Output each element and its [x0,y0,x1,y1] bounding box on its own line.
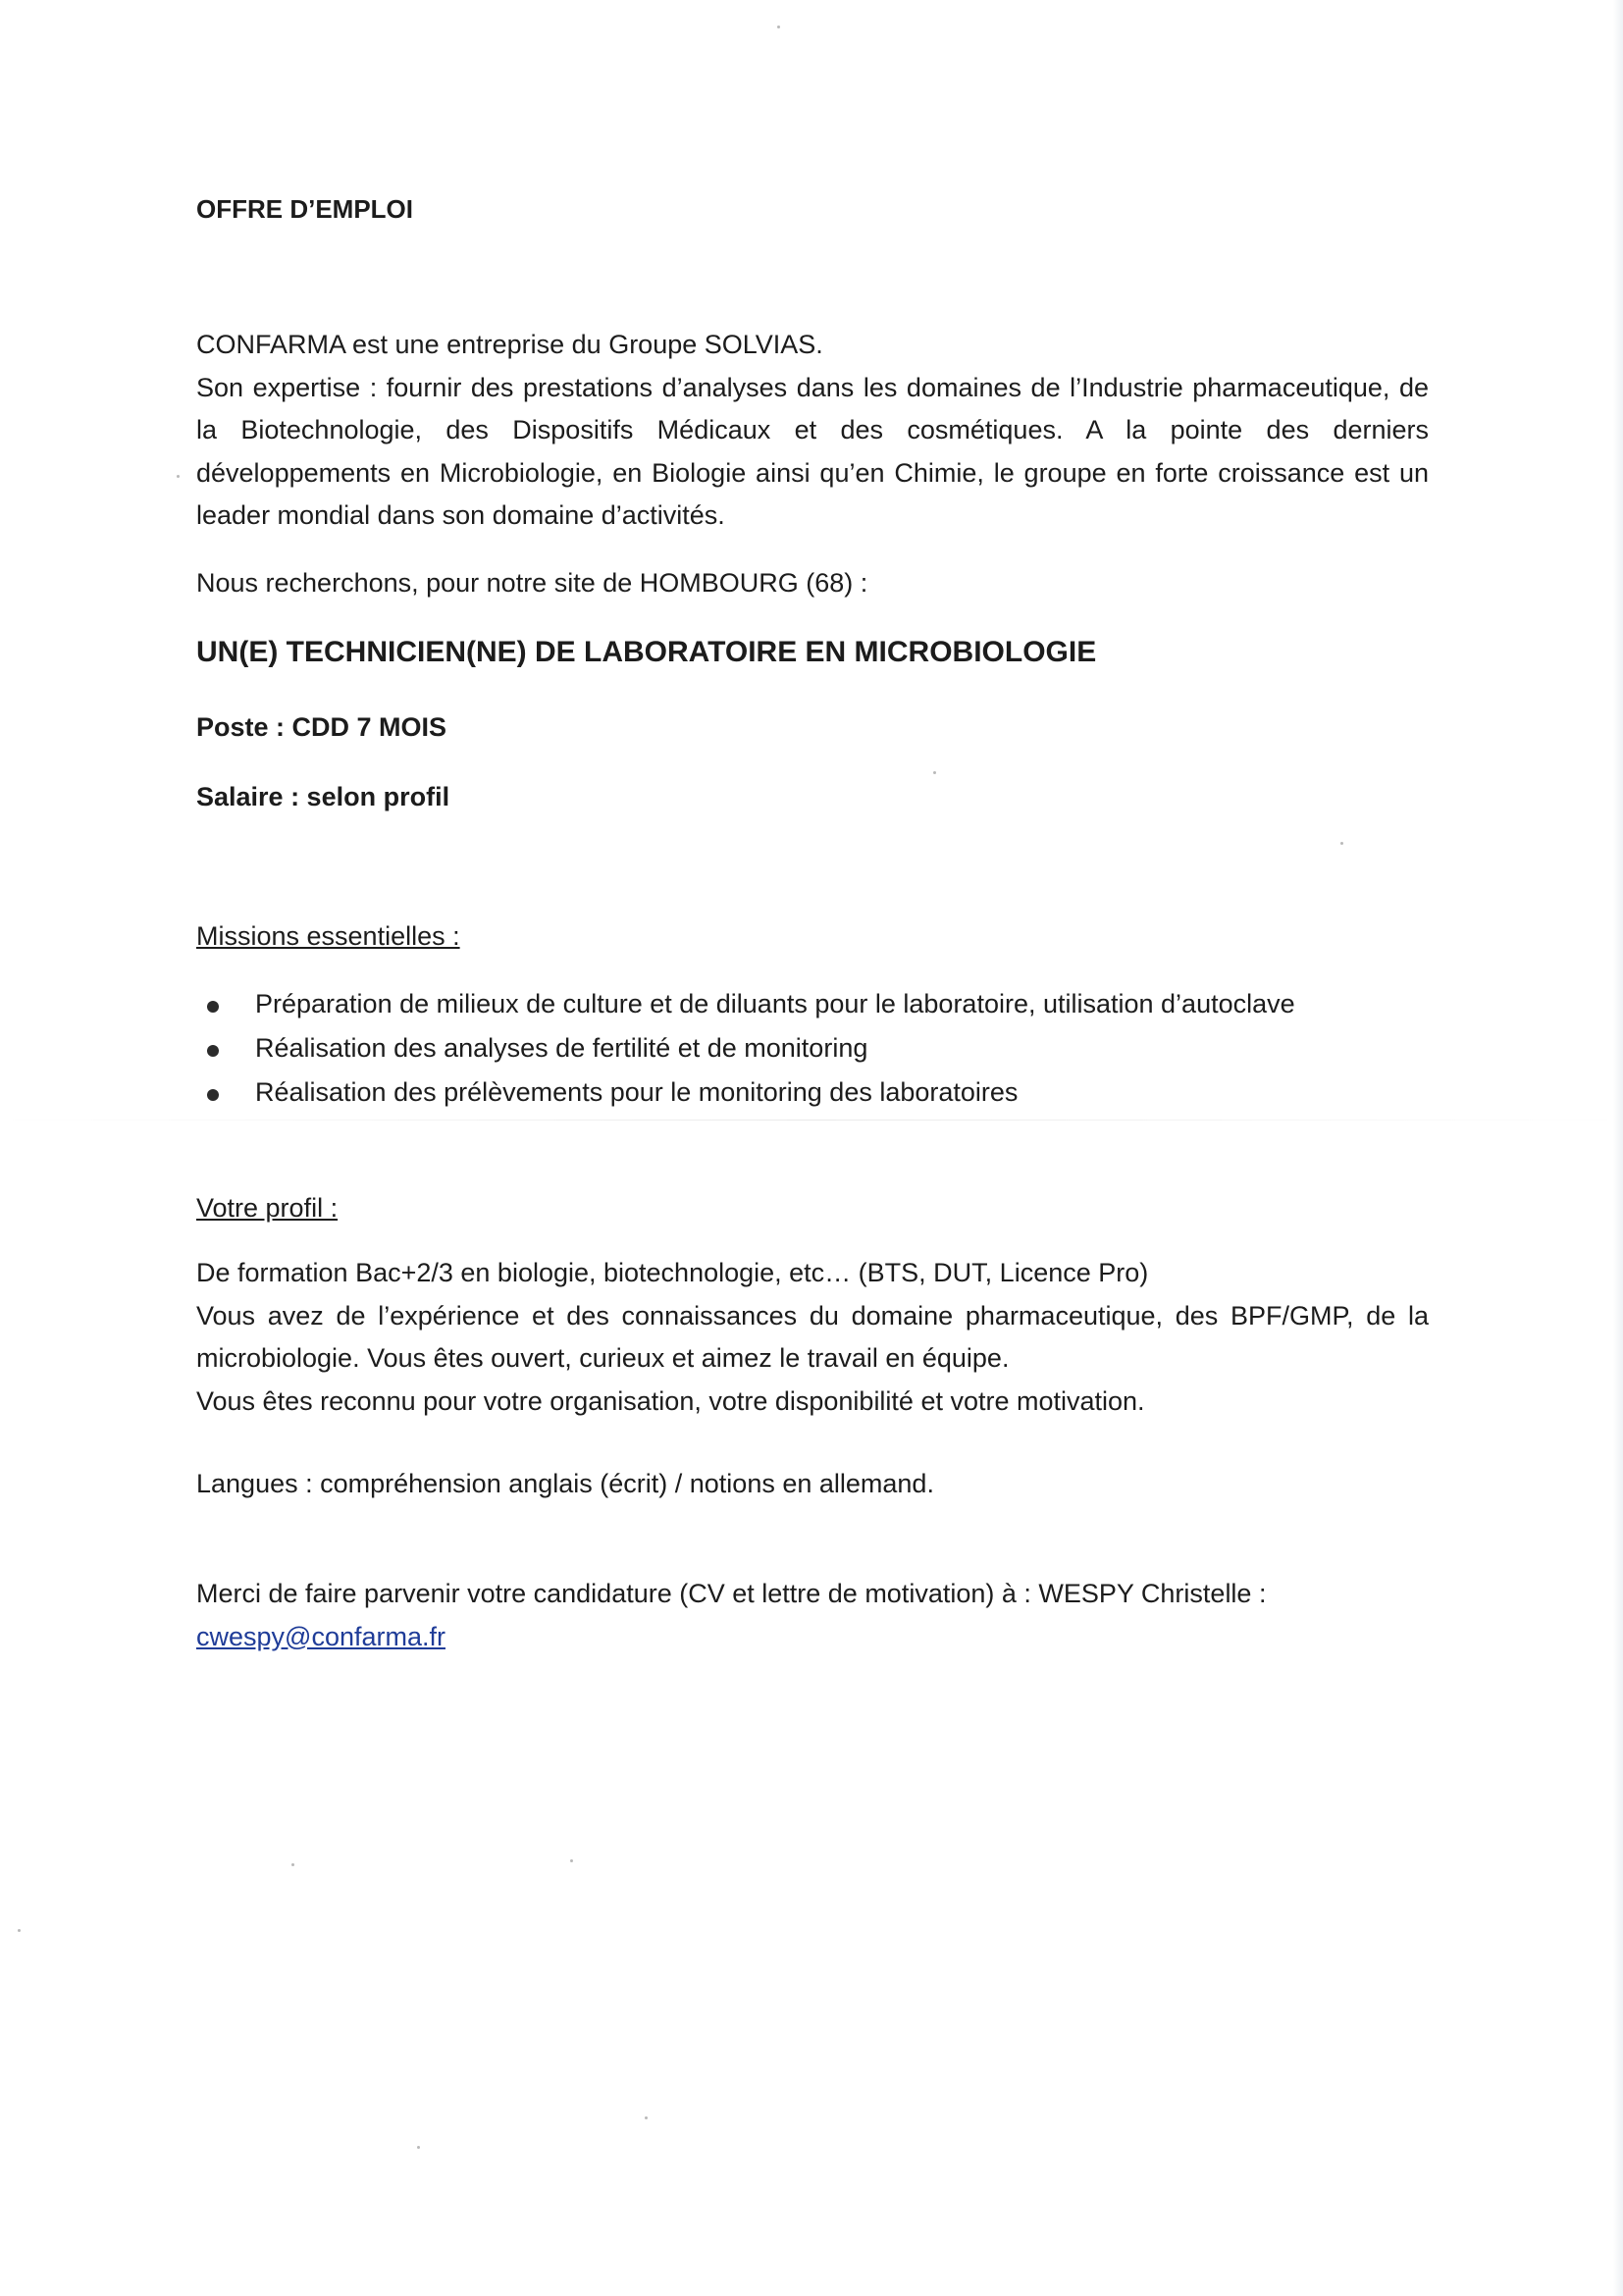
scan-speck [291,1863,294,1866]
scan-speck [777,26,780,28]
missions-list [196,987,1429,1120]
list-item [196,987,1429,1031]
salary-info: Salaire : selon profil [196,782,450,811]
profile-experience: Vous avez de l’expérience et des connaissances du domaine pharmaceutique, des BPF/GMP, de la microbiologie. Vous êtes ouvert, curieux et aimez le travail en équipe. [196,1300,1429,1373]
document-heading: OFFRE D’EMPLOI [196,194,413,224]
contact-paragraph [196,1573,1429,1658]
missions-heading: Missions essentielles : [196,921,460,951]
profile-education: De formation Bac+2/3 en biologie, biotechnologie, etc… (BTS, DUT, Licence Pro) [196,1258,1149,1287]
list-item [196,1031,1429,1075]
profile-qualities: Vous êtes reconnu pour votre organisation, votre disponibilité et votre motivation. [196,1385,1145,1416]
mission-text: Réalisation des prélèvements pour le monitoring des laboratoires [255,1077,1019,1107]
mission-text: Réalisation des analyses de fertilité et de monitoring [255,1033,868,1063]
search-statement: Nous recherchons, pour notre site de HOMBOURG (68) : [196,568,868,598]
page-edge-shadow [1613,0,1623,2296]
contract-type: Poste : CDD 7 MOIS [196,712,447,742]
languages-requirement: Langues : compréhension anglais (écrit) / notions en allemand. [196,1469,934,1498]
scan-speck [645,2116,648,2119]
job-title: UN(E) TECHNICIEN(NE) DE LABORATOIRE EN MICROBIOLOGIE [196,636,1097,668]
scan-speck [417,2146,420,2149]
scan-speck [18,1929,21,1932]
company-intro-paragraph [196,324,1429,538]
list-item [196,1075,1429,1120]
contact-email-link[interactable]: cwespy@confarma.fr [196,1621,445,1651]
bullet-icon [207,1089,219,1101]
company-intro-line: CONFARMA est une entreprise du Groupe SOLVIAS. [196,330,823,359]
mission-text: Préparation de milieux de culture et de diluants pour le laboratoire, utilisation d’autoclave [255,989,1295,1018]
profile-heading: Votre profil : [196,1193,339,1223]
scan-speck [933,771,936,774]
scan-speck [177,475,180,478]
scan-speck [1340,842,1343,845]
bullet-icon [207,1001,219,1013]
scan-artifact-line [0,1120,1623,1121]
contact-text: Merci de faire parvenir votre candidature (CV et lettre de motivation) à : WESPY Christelle : [196,1579,1267,1608]
company-expertise-text: Son expertise : fournir des prestations d’analyses dans les domaines de l’Industrie pharmaceutique, de la Biotechnologie, des Dispositifs Médicaux et des cosmétiques. A la pointe des derniers développements en Microbiologie, en Biologie ainsi qu’en Chimie, le groupe en forte croissance est un leader mondial dans son domaine d’activités. [196,372,1429,530]
scan-speck [570,1859,573,1862]
profile-paragraph [196,1252,1429,1423]
bullet-icon [207,1045,219,1057]
